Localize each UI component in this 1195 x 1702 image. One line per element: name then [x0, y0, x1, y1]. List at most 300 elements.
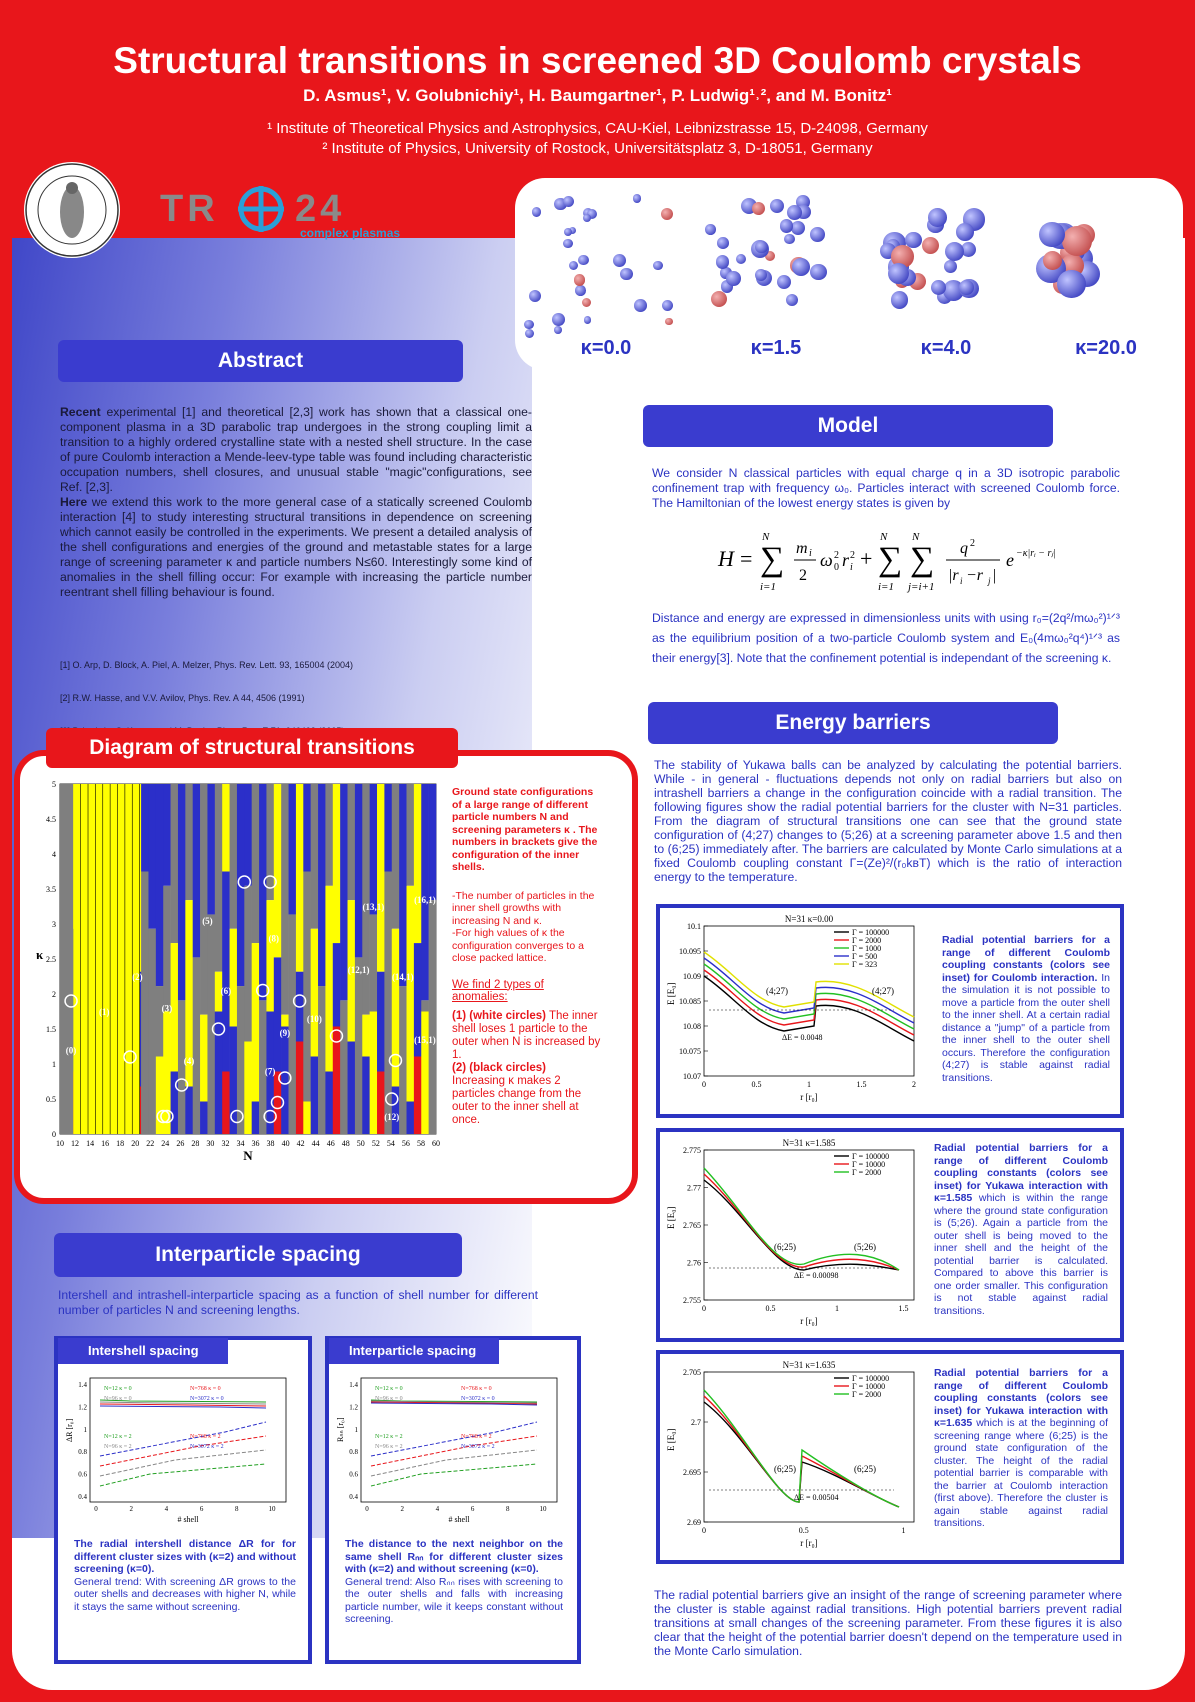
diagram-x-tick: 32 [221, 1139, 230, 1148]
abstract-text [60, 405, 532, 600]
spacing-x-tick: 8 [506, 1505, 510, 1513]
svg-text:N: N [880, 531, 888, 543]
barrier-y-tick: 2.765 [683, 1221, 701, 1230]
diagram-band [207, 784, 215, 914]
svg-text:j: j [988, 576, 991, 586]
spacing-y-tick: 1 [83, 1425, 87, 1434]
diagram-x-tick: 40 [281, 1139, 290, 1148]
spacing-legend-label: N=3072 κ = 0 [190, 1396, 224, 1402]
logo-subtitle: complex plasmas [300, 226, 401, 240]
svg-text:|r: |r [948, 567, 959, 584]
diagram-band [340, 1087, 348, 1135]
diagram-band [296, 784, 304, 972]
barrier-y-tick: 10.075 [679, 1047, 701, 1056]
diagram-band [259, 784, 267, 1000]
diagram-band [340, 784, 348, 1000]
cluster-particle [634, 299, 647, 312]
spacing-y-tick: 0.4 [78, 1493, 87, 1501]
cluster-particle [582, 298, 591, 307]
energy-text: The stability of Yukawa balls can be analyzed by calculating the potential barriers. While - in general - fluctuations depends not only on radial barriers but also on intrashell barriers a change in the configuration coincide with a radial transition. The following figures show the radial potential barriers for the cluster with N=31 particles. From the diagram of structural transitions one can see that the ground state configuration of (4;27) changes to (5;26) at a screening parameter above 1.5 and then to (6;25) immediately after. The barriers are calculated by Monte Carlo simulations at a fixed Coulomb coupling constant Γ=(Ze)²/(r₀kʙT) which is the ratio of interaction energy to the temperature. [654, 758, 1122, 884]
barrier-plot-1 [662, 912, 934, 1110]
legend-label: Γ = 323 [852, 960, 878, 969]
diagram-band [244, 886, 252, 1042]
cluster-particle [564, 228, 572, 236]
caption-text: which is within the range where the ground state configuration is (5;26). Again a particle from the outer shell is being moved to the inner shell and the height of the potential barrier is calculated. Compared to above this barrier is one order smaller. This configuration is not stable against radial transitions. [934, 1192, 1108, 1317]
caption-bold: The distance to the next neighbor on the same shell Rₙₙ for different cluster sizes with (κ=2) and without screening (κ=0). [345, 1538, 563, 1575]
legend-label: Γ = 100000 [852, 1152, 890, 1161]
model-units: Distance and energy are expressed in dimensionless units with using r₀=(2q²/mω₀²)¹ᐟ³ as the equilibrium position of a two-particle Coulomb system and E₀(4mω₀²q⁴)¹ᐟ³ as their energy[3]. Note that the confinement potential is independant of the screening κ. [652, 611, 1120, 665]
diagram-band [303, 872, 311, 1102]
svg-text:H: H [718, 546, 734, 571]
barrier-plot-title: N=31 κ=0.00 [784, 914, 834, 924]
diagram-x-tick: 36 [251, 1139, 260, 1148]
spacing-x-tick: 8 [235, 1505, 239, 1513]
diagram-band [200, 1015, 208, 1102]
cluster-particle [1039, 222, 1065, 248]
spacing-legend-label: N=3072 κ = 2 [190, 1444, 224, 1450]
diagram-x-tick: 30 [206, 1139, 215, 1148]
diagram-x-tick: 44 [311, 1139, 320, 1148]
cluster-particle [791, 221, 805, 235]
spacing-y-tick: 1 [354, 1425, 358, 1434]
caption-bold: Radial potential barriers for a range of different Coulomb coupling constants (colors see inset) for Coulomb interaction. [942, 934, 1110, 984]
barrier-y-tick: 10.1 [687, 922, 701, 931]
legend-label: Γ = 100000 [852, 1374, 890, 1383]
spacing-legend-label: N=12 κ = 0 [375, 1386, 403, 1392]
cluster-particle [613, 254, 626, 267]
diagram-band [244, 1042, 252, 1135]
diagram-band [289, 914, 297, 1086]
diagram-band [148, 784, 156, 929]
barrier-x-label: r [r₀] [800, 1316, 818, 1326]
structure-diagram [28, 776, 448, 1166]
abstract-heading: Abstract [58, 340, 463, 382]
cluster-particle [777, 275, 791, 289]
barrier-x-tick: 1 [835, 1304, 839, 1313]
diagram-config-label: (9) [279, 1028, 291, 1038]
diagram-y-tick: 4.5 [46, 815, 56, 824]
legend-label: Γ = 100000 [852, 928, 890, 937]
legend-label: Γ = 2000 [852, 1168, 882, 1177]
diagram-band [392, 929, 400, 1087]
diagram-band [377, 972, 385, 1072]
interparticle-plot [333, 1370, 569, 1530]
svg-text:i: i [809, 548, 812, 559]
barrier-y-tick: 2.755 [683, 1296, 701, 1305]
cluster-particle [584, 316, 592, 324]
logo-plus-icon [236, 184, 286, 234]
diagram-config-label: (2) [132, 972, 143, 982]
interparticle-caption [345, 1538, 563, 1626]
diagram-heading: Diagram of structural transitions [46, 728, 458, 768]
svg-text:q: q [960, 540, 968, 557]
diagram-band [148, 1102, 156, 1135]
diagram-band [259, 1000, 267, 1056]
spacing-x-tick: 4 [435, 1505, 440, 1513]
diagram-config-label: (13,1) [362, 902, 385, 912]
svg-text:∑: ∑ [910, 541, 935, 578]
diagram-region-1 [73, 784, 139, 1134]
barrier-x-tick: 1 [807, 1080, 811, 1089]
diagram-region-0 [60, 784, 73, 1134]
cluster-particle [1057, 270, 1086, 299]
diagram-band [311, 784, 319, 929]
barrier-plot-2 [662, 1136, 934, 1334]
cluster-particle [661, 208, 673, 220]
spacing-x-tick: 0 [365, 1505, 369, 1513]
spacing-legend-label: N=768 κ = 0 [461, 1386, 492, 1392]
spacing-x-label: # shell [448, 1515, 470, 1524]
spacing-legend-label: N=3072 κ = 2 [461, 1444, 495, 1450]
cluster-particle [922, 237, 939, 254]
spacing-legend-label: N=12 κ = 2 [104, 1434, 132, 1440]
legend-label: Γ = 1000 [852, 944, 882, 953]
diagram-caption [452, 786, 602, 1127]
diagram-band [362, 1015, 370, 1057]
config-label-right: (6;25) [854, 1464, 876, 1474]
diagram-y-tick: 4 [52, 850, 56, 859]
diagram-x-tick: 16 [101, 1139, 110, 1148]
diagram-note-1: -The number of particles in the inner shell growths with increasing N and κ. [452, 889, 595, 927]
barrier-x-tick: 0.5 [765, 1304, 776, 1313]
diagram-band [348, 784, 356, 900]
diagram-band [355, 957, 363, 1101]
diagram-note-2: -For high values of κ the configuration converges to a close packed lattice. [452, 927, 584, 964]
spacing-legend-label: N=96 κ = 2 [375, 1444, 403, 1450]
diagram-x-tick: 22 [146, 1139, 155, 1148]
poster-title: Structural transitions in screened 3D Coulomb crystals [113, 40, 1082, 81]
svg-text:i: i [960, 576, 963, 586]
diagram-x-tick: 20 [131, 1139, 140, 1148]
cluster-particle [552, 313, 565, 326]
barrier-x-tick: 2 [912, 1080, 916, 1089]
hamiltonian-equation [710, 528, 1090, 598]
config-label-left: (4;27) [766, 986, 788, 996]
diagram-band [429, 900, 437, 1071]
kappa-label-3: κ=20.0 [1075, 337, 1137, 359]
spacing-x-tick: 2 [400, 1505, 404, 1513]
diagram-config-label: (15,1) [414, 1035, 436, 1045]
diagram-config-label: (0) [65, 1045, 77, 1056]
barrier-y-label: E [E₀] [666, 982, 676, 1005]
logo-tr: TR [160, 188, 219, 230]
diagram-band [370, 784, 378, 914]
diagram-x-tick: 34 [236, 1139, 245, 1148]
barrier-y-tick: 10.08 [683, 1022, 701, 1031]
cluster-particle [1043, 251, 1062, 270]
diagram-config-label: (3) [161, 1003, 173, 1014]
barrier-y-tick: 10.09 [683, 972, 701, 981]
diagram-x-tick: 12 [71, 1139, 80, 1148]
spacing-x-tick: 0 [94, 1505, 98, 1513]
cluster-particle [928, 208, 947, 227]
spacing-y-tick: 0.4 [349, 1493, 358, 1501]
cluster-particle [726, 271, 741, 286]
spacing-legend-label: N=96 κ = 0 [104, 1396, 132, 1402]
cluster-particle [787, 205, 802, 220]
diagram-x-tick: 42 [296, 1139, 305, 1148]
caption-text: In the simulation it is not possible to move a particle from the outer shell to the inner shell. At a certain radial distance a "jump" of a particle from the inner shell to the outer shell occurs. Therefore the configuration (4;27) is stable against radial transitions. [942, 971, 1110, 1084]
affiliation-1: ¹ Institute of Theoretical Physics and Astrophysics, CAU-Kiel, Leibnizstrasse 15, D-24098, Germany [267, 120, 928, 137]
diagram-band [392, 784, 400, 929]
barrier-plot-title: N=31 κ=1.585 [782, 1138, 836, 1148]
diagram-band [289, 784, 297, 914]
cluster-particle [662, 300, 673, 311]
svg-text:2: 2 [834, 550, 839, 561]
diagram-band [311, 929, 319, 1057]
intershell-plot [62, 1370, 298, 1530]
diagram-y-tick: 0.5 [46, 1095, 56, 1104]
cluster-particle [931, 280, 946, 295]
diagram-x-tick: 54 [386, 1139, 395, 1148]
barrier-caption-2 [934, 1142, 1108, 1317]
spacing-y-tick: 1.4 [78, 1381, 87, 1389]
diagram-band [215, 784, 223, 972]
barrier-y-tick: 10.085 [679, 997, 701, 1006]
barrier-x-tick: 0 [702, 1526, 706, 1535]
spacing-y-tick: 0.8 [349, 1448, 358, 1457]
svg-text:m: m [796, 540, 808, 557]
cluster-particle [524, 320, 533, 329]
cluster-particle [532, 207, 541, 216]
barrier-y-label: E [E₀] [666, 1428, 676, 1451]
anomaly-1-text: The inner shell loses 1 particle to the outer when N is increased by 1. [452, 1009, 601, 1061]
cluster-particle [563, 239, 573, 249]
svg-text:i=1: i=1 [760, 581, 776, 593]
diagram-config-label: (6) [220, 986, 232, 996]
caption-text: which is at the beginning of screening range where (6;25) is the ground state configuration of the cluster. The height of the radial potential barrier is comparable with the barrier at Coulomb interaction (first above). Therefore the cluster is again stable against radial transitions. [934, 1417, 1108, 1529]
cluster-particle [711, 291, 727, 307]
diagram-band [289, 1087, 297, 1135]
diagram-band [281, 1015, 289, 1027]
diagram-band [252, 943, 260, 1101]
spacing-heading: Interparticle spacing [54, 1233, 462, 1277]
diagram-x-tick: 48 [341, 1139, 350, 1148]
diagram-config-label: (4) [183, 1056, 195, 1066]
barrier-x-tick: 1 [901, 1526, 906, 1535]
diagram-band [230, 784, 238, 929]
cluster-particle [554, 326, 562, 334]
cluster-particle [956, 223, 974, 241]
diagram-band [399, 1042, 407, 1135]
diagram-band [399, 986, 407, 1041]
barrier-x-tick: 0.5 [751, 1080, 762, 1089]
barrier-x-tick: 1.5 [856, 1080, 867, 1089]
energy-footer: The radial potential barriers give an insight of the range of screening parameter where the cluster is stable against radial transitions. High potential barriers prevent radial transitions at small changes of the screening parameter. From these figures it is also clear that the height of the potential barrier doesn't depend on the temperature used in the Monte Carlo simulation. [654, 1588, 1122, 1658]
diagram-x-tick: 56 [401, 1139, 410, 1148]
intershell-caption [74, 1538, 296, 1613]
anomalies-title: We find 2 types of anomalies: [452, 978, 544, 1003]
diagram-y-tick: 0 [52, 1130, 56, 1139]
spacing-y-tick: 1.2 [349, 1403, 358, 1412]
diagram-band [370, 1012, 378, 1135]
spacing-legend-label: N=768 κ = 0 [190, 1386, 221, 1392]
diagram-x-tick: 18 [116, 1139, 125, 1148]
svg-text:2: 2 [799, 567, 807, 584]
barrier-x-tick: 1.5 [898, 1304, 909, 1313]
diagram-band [156, 986, 164, 1056]
spacing-x-tick: 6 [199, 1505, 204, 1513]
diagram-band [414, 784, 422, 943]
diagram-band [148, 929, 156, 1102]
cluster-particle [810, 227, 825, 242]
interparticle-title: Interparticle spacing [329, 1338, 499, 1364]
diagram-band [318, 784, 326, 986]
barrier-x-label: r [r₀] [800, 1092, 818, 1102]
diagram-config-label: (12) [384, 1112, 400, 1122]
diagram-band [311, 1057, 319, 1135]
caption-text: General trend: Also Rₙₙ rises with screening to the outer shells and falls with increasing particle number, wile it keeps constant without screening. [345, 1575, 563, 1625]
caption-bold: Radial potential barriers for a range of different Coulomb coupling constants (colors see inset) for Yukawa interaction with κ=1.635 [934, 1367, 1108, 1429]
diagram-band [274, 957, 282, 1071]
cluster-particle [891, 291, 908, 308]
cluster-particle [665, 318, 672, 325]
diagram-band [207, 914, 215, 1056]
authors: D. Asmus¹, V. Golubnichiy¹, H. Baumgartner¹, P. Ludwig¹˒², and M. Bonitz¹ [303, 86, 892, 105]
diagram-band [230, 929, 238, 1027]
diagram-band [377, 1072, 385, 1135]
cluster-particle [780, 219, 793, 232]
diagram-config-label: (5) [202, 916, 213, 926]
diagram-band [200, 784, 208, 1015]
diagram-band [281, 1027, 289, 1135]
spacing-legend-label: N=96 κ = 2 [104, 1444, 132, 1450]
diagram-band [407, 1102, 415, 1135]
svg-text:∑: ∑ [760, 541, 785, 578]
cluster-particle [653, 261, 663, 271]
cluster-particle [633, 194, 641, 202]
diagram-config-label: (10) [306, 1014, 322, 1024]
diagram-band [348, 1042, 356, 1135]
delta-e-label: ΔE = 0.00098 [794, 1271, 839, 1280]
diagram-band [421, 1012, 429, 1135]
delta-e-label: ΔE = 0.0048 [782, 1033, 823, 1042]
diagram-band [303, 1102, 311, 1135]
diagram-band [222, 872, 230, 1072]
diagram-config-label: (12,1) [347, 965, 370, 975]
spacing-x-label: # shell [177, 1515, 199, 1524]
config-label-left: (6;25) [774, 1242, 796, 1252]
cluster-particle [529, 290, 541, 302]
diagram-x-tick: 24 [161, 1139, 170, 1148]
diagram-band [429, 1072, 437, 1135]
diagram-band [355, 1102, 363, 1135]
energy-heading: Energy barriers [648, 702, 1058, 744]
legend-label: Γ = 500 [852, 952, 878, 961]
spacing-x-tick: 10 [539, 1505, 547, 1513]
diagram-band [318, 986, 326, 1011]
cluster-particle [792, 258, 810, 276]
spacing-y-tick: 0.6 [78, 1470, 87, 1479]
spacing-y-tick: 1.4 [349, 1381, 358, 1389]
diagram-y-label: κ [36, 947, 44, 962]
anomaly-2-label: (2) (black circles) [452, 1061, 546, 1074]
diagram-band [325, 784, 333, 886]
diagram-band [333, 784, 341, 943]
diagram-band [362, 784, 370, 1015]
svg-text:∑: ∑ [878, 541, 903, 578]
barrier-plot-title: N=31 κ=1.635 [782, 1360, 836, 1370]
spacing-legend-label: N=12 κ = 0 [104, 1386, 132, 1392]
cluster-particle [578, 255, 589, 266]
diagram-band [407, 784, 415, 886]
barrier-y-tick: 2.7 [691, 1418, 701, 1427]
spacing-x-tick: 2 [129, 1505, 133, 1513]
diagram-band [362, 1057, 370, 1135]
svg-text:0: 0 [834, 562, 839, 573]
diagram-band [207, 1057, 215, 1135]
diagram-band [421, 784, 429, 1000]
affiliation-2: ² Institute of Physics, University of Rostock, Universitätsplatz 3, D-18051, Germany [322, 140, 873, 157]
svg-text:+: + [860, 546, 873, 571]
spacing-legend-label: N=12 κ = 2 [375, 1434, 403, 1440]
spacing-x-tick: 4 [164, 1505, 169, 1513]
logo-24: 24 [295, 188, 346, 230]
spacing-legend-label: N=768 κ = 2 [461, 1434, 492, 1440]
diagram-config-label: (1) [98, 1007, 110, 1017]
diagram-band [252, 1102, 260, 1135]
cluster-particle [770, 199, 784, 213]
caption-text: General trend: With screening ΔR grows to the outer shells and decreases with higher N, while it stays the same without screening. [74, 1575, 296, 1613]
diagram-band [193, 957, 201, 1041]
spacing-legend-label: N=96 κ = 0 [375, 1396, 403, 1402]
diagram-x-tick: 14 [86, 1139, 95, 1148]
spacing-y-tick: 1.2 [78, 1403, 87, 1412]
cluster-particle [563, 196, 574, 207]
diagram-band [237, 986, 245, 1086]
diagram-config-label: (7) [264, 1066, 276, 1077]
svg-text:r: r [842, 550, 850, 570]
diagram-band [407, 886, 415, 1102]
diagram-y-tick: 2 [52, 990, 56, 999]
barrier-x-label: r [r₀] [800, 1538, 818, 1548]
diagram-band [333, 943, 341, 1026]
diagram-config-label: (16,1) [414, 895, 436, 905]
config-label-right: (4;27) [872, 986, 894, 996]
kappa-label-1: κ=1.5 [750, 337, 802, 359]
spacing-intro: Intershell and intrashell-interparticle spacing as a function of shell number for different number of particles N and screening lengths. [58, 1288, 538, 1317]
cluster-particle [583, 214, 591, 222]
diagram-band [377, 784, 385, 972]
university-seal-icon [22, 160, 122, 260]
diagram-band [355, 784, 363, 957]
abstract-para-1: experimental [1] and theoretical [2,3] work has shown that a classical one-component plasma in a 3D parabolic trap undergoes in the strong coupling limit a transition to a highly ordered crystalline state with a nested shell structure. In the case of pure Coulomb interaction a Mende-leev-type table was found including characteristic occupation numbers, shell closures, and unusual stable "magic"configurations, see Ref. [2,3]. [60, 405, 532, 494]
diagram-band [296, 1042, 304, 1135]
cluster-particle [959, 280, 974, 295]
kappa-label-2: κ=4.0 [920, 337, 972, 359]
cluster-particle [569, 261, 578, 270]
cluster-images [530, 185, 1170, 335]
cluster-particle [620, 268, 632, 280]
legend-label: Γ = 2000 [852, 936, 882, 945]
reference: [2] R.W. Hasse, and V.V. Avilov, Phys. Rev. A 44, 4506 (1991) [60, 693, 305, 703]
diagram-band [237, 784, 245, 986]
svg-text:i=1: i=1 [878, 581, 894, 593]
diagram-band [274, 784, 282, 957]
diagram-band [325, 886, 333, 1072]
barrier-caption-1 [942, 934, 1110, 1084]
diagram-band [171, 784, 179, 943]
diagram-x-tick: 10 [56, 1139, 64, 1148]
diagram-band [429, 784, 437, 900]
diagram-config-label: (8) [268, 933, 280, 944]
delta-e-label: ΔE = 0.00504 [794, 1493, 839, 1502]
cluster-particle [575, 285, 586, 296]
diagram-y-tick: 2.5 [46, 955, 56, 964]
spacing-y-tick: 0.6 [349, 1470, 358, 1479]
barrier-x-tick: 0.5 [798, 1526, 809, 1535]
spacing-legend-label: N=3072 κ = 0 [461, 1396, 495, 1402]
